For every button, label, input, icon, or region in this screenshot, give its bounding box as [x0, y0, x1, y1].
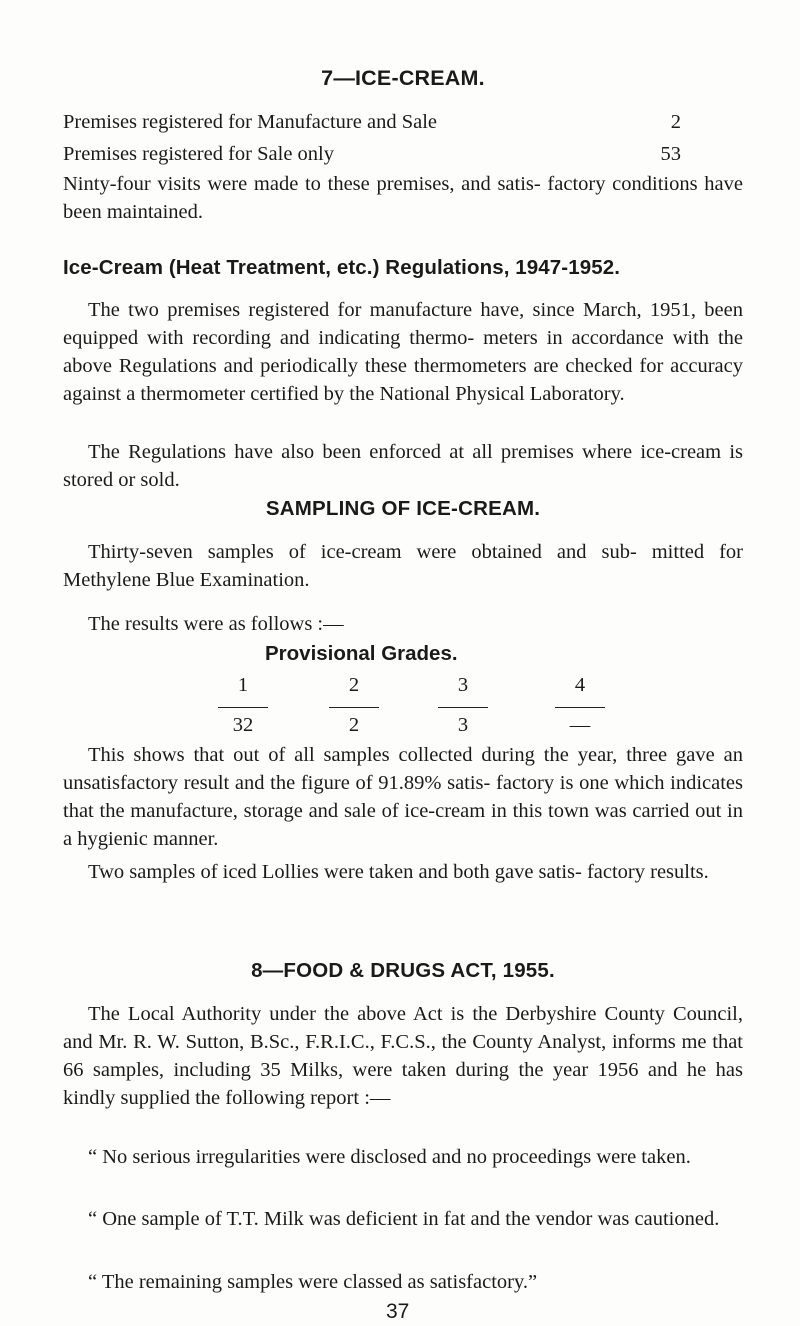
sampling-paragraph-2: The results were as follows :— [88, 613, 344, 635]
visits-paragraph: Ninty-four visits were made to these premises, and satis- factory conditions have been maintained. [63, 173, 743, 223]
quote-3: “ The remaining samples were classed as satisfactory.” [88, 1271, 538, 1293]
page-number: 37 [386, 1300, 410, 1323]
premises-manufacture-label: Premises registered for Manufacture and Sale [63, 111, 437, 133]
sampling-paragraph-3: This shows that out of all samples collected during the year, three gave an unsatisfactory result and the figure of 91.89% satis- factory is one which indicates that the manufacture, storage and sale of ice-cream in this town was carried out in a hygienic manner. [63, 744, 743, 850]
grade-3-label: 3 [457, 674, 469, 696]
grade-1-label: 1 [237, 674, 249, 696]
regulations-heading: Ice-Cream (Heat Treatment, etc.) Regulations, 1947-1952. [63, 256, 621, 279]
grade-4-result: — [569, 714, 591, 736]
regulations-paragraph-1: The two premises registered for manufacture have, since March, 1951, been equipped with recording and indicating thermo- meters in accordance with the above Regulations and periodically these thermometers are checked for accuracy against a thermometer certified by the National Physical Laboratory. [63, 299, 743, 405]
grade-3-rule [438, 707, 488, 708]
section-8-paragraph-1: The Local Authority under the above Act is the Derbyshire County Council, and Mr. R. W. Sutton, B.Sc., F.R.I.C., F.C.S., the County Analyst, informs me that 66 samples, including 35 Milks, were taken during the year 1956 and he has kindly supplied the following report :— [63, 1003, 743, 1109]
premises-sale-label: Premises registered for Sale only [63, 143, 334, 165]
grade-2-rule [329, 707, 379, 708]
quote-1: “ No serious irregularities were disclosed and no proceedings were taken. [88, 1146, 691, 1168]
grade-1-rule [218, 707, 268, 708]
quote-2: “ One sample of T.T. Milk was deficient in fat and the vendor was cautioned. [88, 1208, 720, 1230]
section-7-heading: 7—ICE-CREAM. [321, 66, 485, 90]
grade-3-result: 3 [457, 714, 469, 736]
sampling-paragraph-1: Thirty-seven samples of ice-cream were obtained and sub- mitted for Methylene Blue Examination. [63, 541, 743, 591]
premises-manufacture-value: 2 [670, 111, 681, 133]
premises-sale-value: 53 [660, 143, 681, 165]
grade-4-rule [555, 707, 605, 708]
section-8-heading: 8—FOOD & DRUGS ACT, 1955. [251, 959, 555, 982]
sampling-heading: SAMPLING OF ICE-CREAM. [265, 497, 541, 520]
grade-2-label: 2 [348, 674, 360, 696]
grade-2-result: 2 [348, 714, 360, 736]
provisional-grades-title: Provisional Grades. [265, 642, 458, 665]
regulations-paragraph-2: The Regulations have also been enforced at all premises where ice-cream is stored or sold. [63, 441, 743, 491]
grade-1-result: 32 [232, 714, 254, 736]
grade-4-label: 4 [574, 674, 586, 696]
sampling-paragraph-4: Two samples of iced Lollies were taken and both gave satis- factory results. [88, 861, 709, 883]
